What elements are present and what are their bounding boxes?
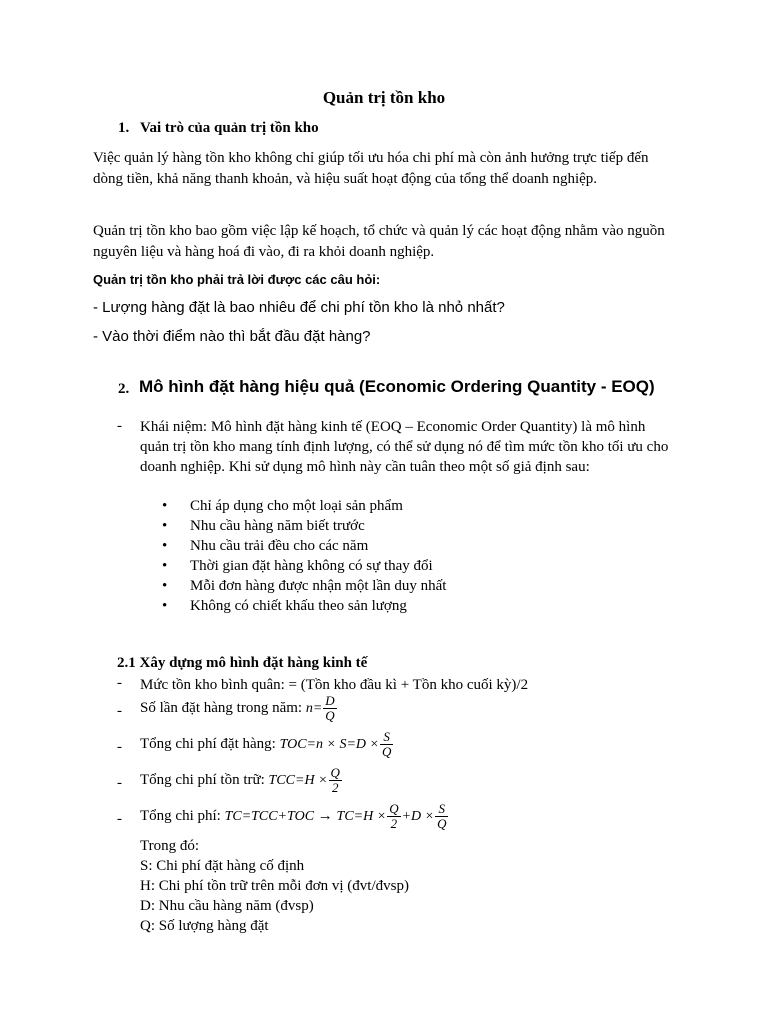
document-title: Quản trị tồn kho bbox=[322, 88, 446, 107]
fraction-q-over-2: $\frac{Q}{2}$ bbox=[330, 765, 340, 795]
bullet-icon: • bbox=[162, 518, 168, 534]
bullet-icon: • bbox=[162, 538, 168, 554]
list-item: • Thời gian đặt hàng không có sự thay đổi bbox=[162, 558, 433, 574]
questions-heading: Quản trị tồn kho phải trả lời được các câu hỏi: bbox=[93, 272, 381, 287]
section-1-number: 1. bbox=[118, 120, 130, 136]
section-1-heading bbox=[118, 120, 319, 137]
item-dash: - bbox=[117, 703, 122, 719]
paragraph-definition: Quản trị tồn kho bao gồm việc lập kế hoạch, tổ chức và quản lý các hoạt động nhằm vào nguồn nguyên liệu và hàng hoá đi vào, đi ra khỏi doanh nghiệp. bbox=[93, 223, 665, 260]
fraction-d-over-q: $\frac{D}{Q}$ bbox=[325, 693, 335, 723]
carrying-cost-item: Tổng chi phí tồn trữ: TCC=H × $\frac{Q}{2}$ bbox=[140, 765, 340, 795]
question-1: - Lượng hàng đặt là bao nhiêu để chi phí tồn kho là nhỏ nhất? bbox=[93, 299, 505, 316]
arrow-icon: → bbox=[317, 807, 333, 824]
paragraph-role: Việc quản lý hàng tồn kho không chỉ giúp tối ưu hóa chi phí mà còn ảnh hưởng trực tiếp đến dòng tiền, khả năng thanh khoản, và hiệu suất hoạt động của tổng thể doanh nghiệp. bbox=[93, 150, 649, 187]
fraction-s-over-q: $\frac{S}{Q}$ bbox=[381, 729, 392, 759]
bullet-icon: • bbox=[162, 598, 168, 614]
assumption-list bbox=[162, 496, 446, 616]
formula-tcc: TCC=H × bbox=[268, 772, 328, 788]
list-item: • Nhu cầu hàng năm biết trước bbox=[162, 518, 365, 534]
item-dash: - bbox=[117, 675, 122, 691]
list-item: • Mỗi đơn hàng được nhận một lần duy nhất bbox=[162, 578, 447, 594]
formula-tc: TC=TCC+TOC bbox=[224, 808, 315, 824]
formula-n: n= bbox=[305, 700, 323, 716]
question-2: - Vào thời điểm nào thì bắt đầu đặt hàng? bbox=[93, 328, 371, 345]
item-dash: - bbox=[117, 739, 122, 755]
section-2-1-heading: 2.1 Xây dựng mô hình đặt hàng kinh tế bbox=[117, 655, 368, 671]
where-label: Trong đó: bbox=[140, 838, 200, 854]
concept-paragraph: Khái niệm: Mô hình đặt hàng kinh tế (EOQ – Economic Order Quantity) là mô hình quản trị tồn kho mang tính định lượng, có thể sử dụng nó để tìm mức tồn kho tối ưu cho doanh nghiệp. Khi sử dụng mô hình này cần tuân theo một số giả định sau: bbox=[140, 419, 669, 475]
list-item: • Chỉ áp dụng cho một loại sản phẩm bbox=[162, 498, 403, 514]
average-inventory-item: Mức tồn kho bình quân: = (Tồn kho đầu kì + Tồn kho cuối kỳ)/2 bbox=[140, 677, 529, 693]
section-2-title: Mô hình đặt hàng hiệu quả (Economic Ordering Quantity - EOQ) bbox=[139, 377, 655, 396]
definition-d: D: Nhu cầu hàng năm (đvsp) bbox=[140, 898, 314, 914]
definition-h: H: Chi phí tồn trữ trên mỗi đơn vị (đvt/đvsp) bbox=[140, 878, 409, 894]
item-dash: - bbox=[117, 811, 122, 827]
definition-s: S: Chi phí đặt hàng cố định bbox=[140, 858, 305, 874]
concept-dash: - bbox=[117, 418, 122, 434]
bullet-icon: • bbox=[162, 498, 168, 514]
order-count-item: Số lần đặt hàng trong năm: n= $\frac{D}{Q}$ bbox=[140, 693, 335, 723]
fraction-s-over-q: $\frac{S}{Q}$ bbox=[437, 801, 447, 831]
section-1-title: Vai trò của quản trị tồn kho bbox=[140, 120, 319, 136]
section-2-heading bbox=[118, 376, 658, 398]
definitions-block bbox=[140, 836, 409, 936]
bullet-icon: • bbox=[162, 558, 168, 574]
ordering-cost-item: Tổng chi phí đặt hàng: TOC=n × S=D × $\frac{S}{Q}$ bbox=[140, 729, 392, 759]
formula-toc: TOC=n × S=D × bbox=[279, 736, 379, 752]
total-cost-item: Tổng chi phí: TC=TCC+TOC → TC=H × $\frac{Q}{2}$ +D × $\frac{S}{Q}$ bbox=[140, 801, 447, 831]
list-item: • Không có chiết khấu theo sản lượng bbox=[162, 598, 407, 614]
bullet-icon: • bbox=[162, 578, 168, 594]
item-dash: - bbox=[117, 775, 122, 791]
fraction-q-over-2: $\frac{Q}{2}$ bbox=[389, 801, 399, 831]
section-2-number: 2. bbox=[118, 381, 130, 397]
definition-q: Q: Số lượng hàng đặt bbox=[140, 918, 269, 934]
list-item: • Nhu cầu trải đều cho các năm bbox=[162, 538, 369, 554]
